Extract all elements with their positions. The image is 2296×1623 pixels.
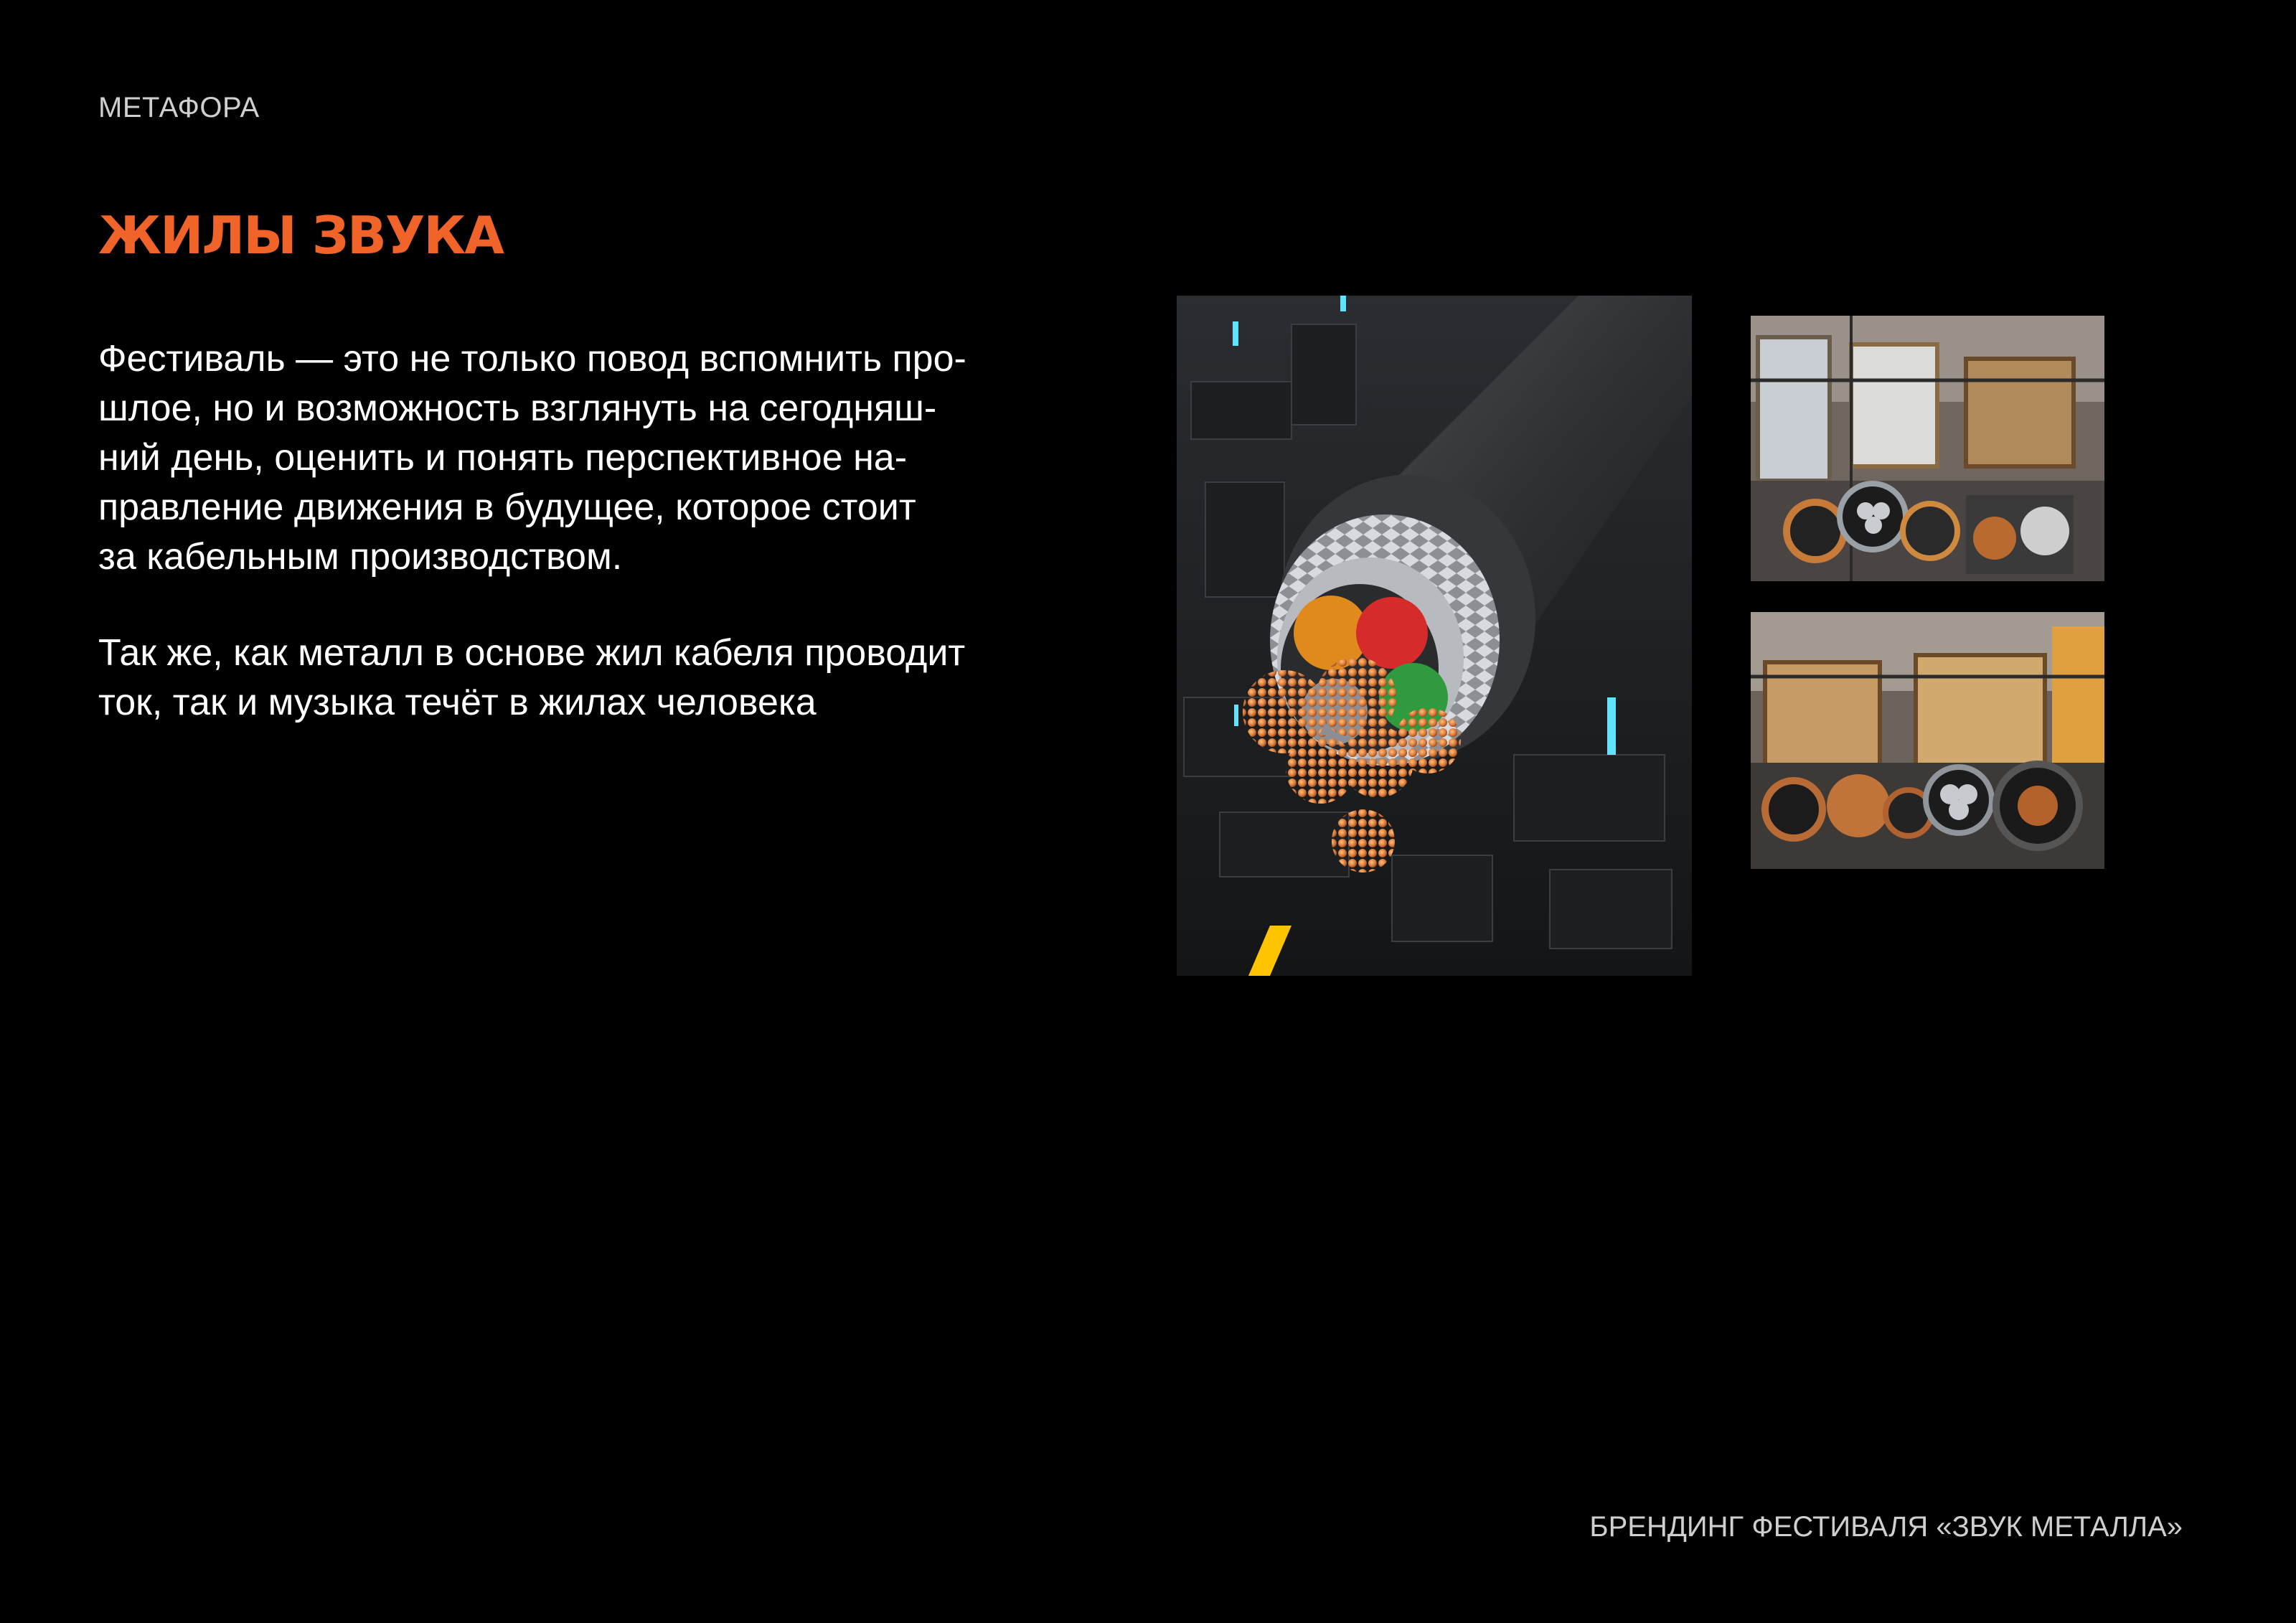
cable-samples-photo-2 xyxy=(1751,612,2104,869)
section-label: МЕТАФОРА xyxy=(98,92,260,123)
text-line: Так же, как металл в основе жил кабеля проводит xyxy=(98,632,966,674)
cable-samples-photo-1 xyxy=(1751,316,2104,581)
page-title: ЖИЛЫ ЗВУКА xyxy=(98,205,503,265)
cable-render-photo xyxy=(1177,296,1692,976)
text-line: за кабельным производством. xyxy=(98,536,623,578)
text-line: ний день, оценить и понять перспективное на- xyxy=(98,437,908,479)
text-line: правление движения в будущее, которое стоит xyxy=(98,486,916,528)
intro-paragraph xyxy=(98,334,1146,582)
text-line: ток, так и музыка течёт в жилах человека xyxy=(98,682,817,723)
text-line: шлое, но и возможность взглянуть на сегодняш- xyxy=(98,387,937,429)
text-line: Фестиваль — это не только повод вспомнить про- xyxy=(98,338,966,380)
metaphor-paragraph xyxy=(98,629,1146,728)
footer-caption: БРЕНДИНГ ФЕСТИВАЛЯ «ЗВУК МЕТАЛЛА» xyxy=(1589,1511,2183,1543)
